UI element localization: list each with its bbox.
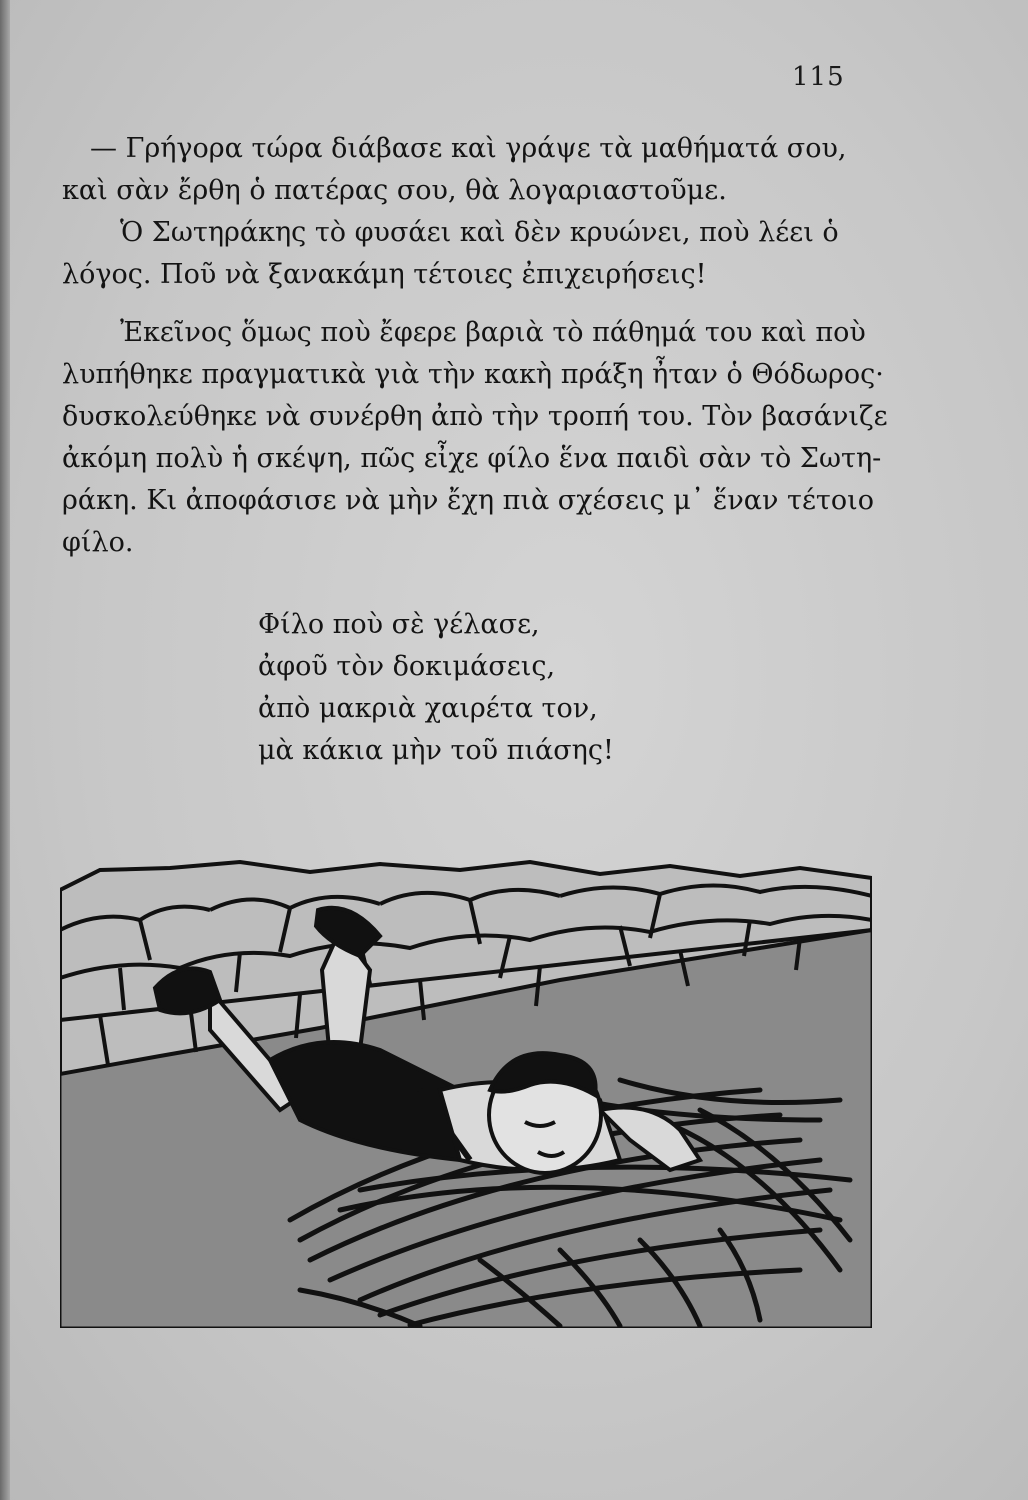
paragraph-3: [62, 312, 888, 564]
page-number: 115: [792, 62, 845, 92]
poem-verse: ἀπὸ μακριὰ χαιρέτα τον,: [258, 693, 598, 724]
text-line: Ὁ Σωτηράκης τὸ φυσάει καὶ δὲν κρυώνει, ποὺ λέει ὁ: [120, 217, 839, 248]
text-line: ράκη. Κι ἀποφάσισε νὰ μὴν ἔχη πιὰ σχέσεις μ᾽ ἕναν τέτοιο: [62, 485, 874, 516]
text-line: Ἐκεῖνος ὅμως ποὺ ἔφερε βαριὰ τὸ πάθημά του καὶ ποὺ: [120, 317, 866, 348]
page-edge-shadow: [0, 0, 10, 1500]
boy-on-reeds-illustration: [60, 860, 872, 1328]
woodcut-illustration: [60, 860, 872, 1328]
poem: [258, 604, 614, 772]
poem-verse: Φίλο ποὺ σὲ γέλασε,: [258, 609, 540, 640]
text-line: λόγος. Ποῦ νὰ ξανακάμη τέτοιες ἐπιχειρήσεις!: [62, 259, 707, 290]
body-text: [62, 128, 888, 564]
text-line: ἀκόμη πολὺ ἡ σκέψη, πῶς εἶχε φίλο ἕνα παιδὶ σὰν τὸ Σωτη-: [62, 443, 882, 474]
text-line: δυσκολεύθηκε νὰ συνέρθη ἀπὸ τὴν τροπή του. Τὸν βασάνιζε: [62, 401, 888, 432]
text-line: φίλο.: [62, 527, 134, 558]
text-line: καὶ σὰν ἔρθη ὁ πατέρας σου, θὰ λογαριαστοῦμε.: [62, 175, 727, 206]
text-line: λυπήθηκε πραγματικὰ γιὰ τὴν κακὴ πράξη ἦταν ὁ Θόδωρος·: [62, 359, 884, 390]
paragraph-2: [62, 212, 874, 296]
poem-verse: ἀφοῦ τὸν δοκιμάσεις,: [258, 651, 556, 682]
text-line: — Γρήγορα τώρα διάβασε καὶ γράψε τὰ μαθήματά σου,: [90, 133, 847, 164]
poem-verse: μὰ κάκια μὴν τοῦ πιάσης!: [258, 735, 614, 766]
paragraph-1: [62, 128, 874, 212]
